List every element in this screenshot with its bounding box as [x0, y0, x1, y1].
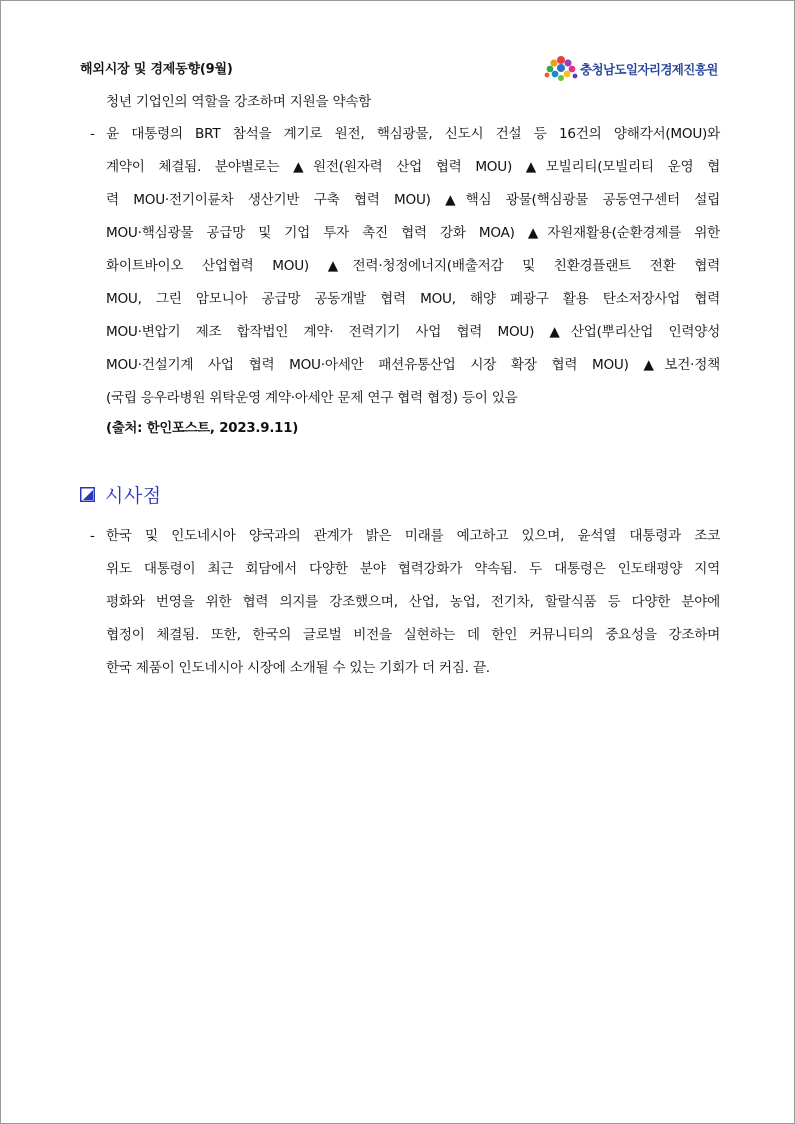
section-title: 시사점: [105, 485, 162, 507]
paragraph-line: - 한국 및 인도네시아 양국과의 관계가 밝은 미래를 예고하고 있으며, 윤석열 대통령과 조코: [90, 520, 720, 553]
paragraph-line: MOU·핵심광물 공급망 및 기업 투자 촉진 협력 강화 MOA) ▲자원재활용(순환경제를 위한: [106, 225, 720, 241]
paragraph-line: MOU, 그린 암모니아 공급망 공동개발 협력 MOU, 해양 폐광구 활용 탄소저장사업 협력: [106, 291, 720, 307]
paragraph-line: 화이트바이오 산업협력 MOU) ▲전력·청정에너지(배출저감 및 친환경플랜트 전환 협력: [106, 258, 720, 274]
paragraph-line: MOU·변압기 제조 합작법인 계약· 전력기기 사업 협력 MOU) ▲산업(뿌리산업 인력양성: [106, 324, 720, 340]
intro-line: 청년 기업인의 역할을 강조하며 지원을 약속함: [106, 94, 372, 110]
paragraph-line: 력 MOU·전기이륜차 생산기반 구축 협력 MOU) ▲핵심 광물(핵심광물 공동연구센터 설립: [106, 192, 720, 208]
paragraph-line: 한국 제품이 인도네시아 시장에 소개될 수 있는 기회가 더 커짐. 끝.: [106, 660, 490, 676]
paragraph-line: MOU·건설기계 사업 협력 MOU·아세안 패션유통산업 시장 확장 협력 MOU) ▲보건·정책: [106, 357, 720, 373]
square-triangle-icon: [80, 487, 95, 502]
paragraph-line: 위도 대통령이 최근 회담에서 다양한 분야 협력강화가 약속됨. 두 대통령은 인도태평양 지역: [106, 561, 720, 577]
org-logo: [543, 54, 718, 84]
source-citation: (출처: 한인포스트, 2023.9.11): [106, 421, 299, 436]
paragraph-line: - 윤 대통령의 BRT 참석을 계기로 원전, 핵심광물, 신도시 건설 등 16건의 양해각서(MOU)와: [90, 118, 720, 151]
paragraph-line: (국립 응우라병원 위탁운영 계약·아세안 문제 연구 협력 협정) 등이 있음: [106, 390, 518, 406]
paragraph-line: 협정이 체결됨. 또한, 한국의 글로벌 비전을 실현하는 데 한인 커뮤니티의 중요성을 강조하며: [106, 627, 720, 643]
paragraph-mou-agreements: [90, 118, 720, 415]
dash-bullet: -: [90, 126, 95, 142]
paragraph-line: 평화와 번영을 위한 협력 의지를 강조했으며, 산업, 농업, 전기차, 할랄식품 등 다양한 분야에: [106, 594, 720, 610]
intro-paragraph: [90, 86, 720, 119]
section-heading: [80, 481, 162, 508]
paragraph-implications: [90, 520, 720, 685]
document-header-title: 해외시장 및 경제동향(9월): [80, 62, 233, 77]
org-logo-text: 충청남도일자리경제진흥원: [580, 62, 718, 77]
flower-cluster-icon: [543, 54, 579, 84]
paragraph-line: 계약이 체결됨. 분야별로는 ▲원전(원자력 산업 협력 MOU) ▲모빌리티(모빌리티 운영 협: [106, 159, 720, 175]
dash-bullet: -: [90, 528, 95, 544]
